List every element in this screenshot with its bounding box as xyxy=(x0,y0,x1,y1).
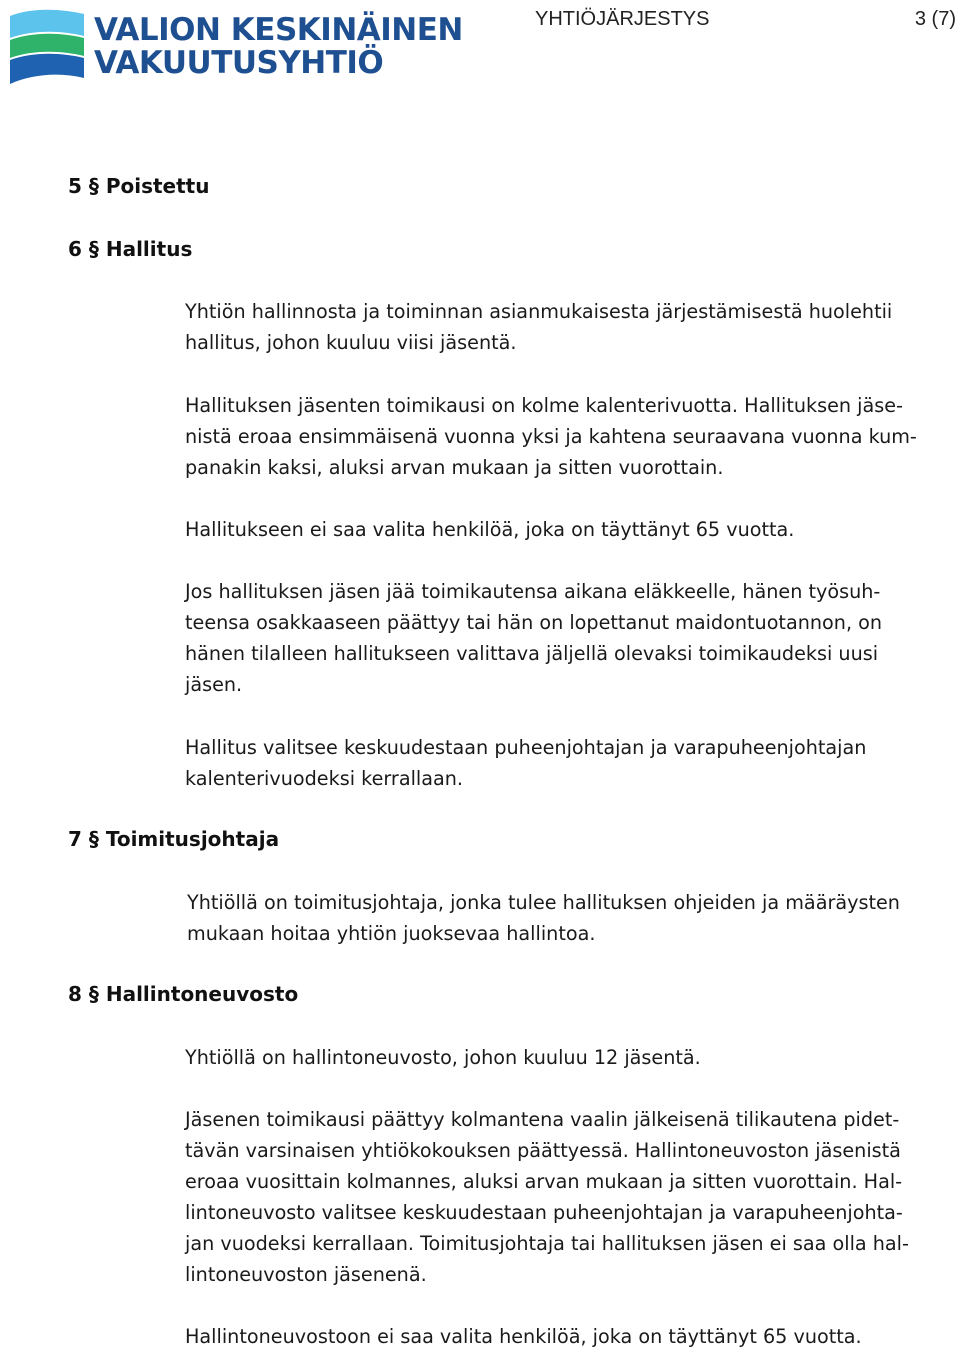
page-header xyxy=(0,0,960,100)
text-line: lintoneuvosto valitsee keskuudestaan puheenjohtajan ja varapuheenjohta- xyxy=(185,1201,903,1224)
text-line: Hallitus valitsee keskuudestaan puheenjohtajan ja varapuheenjohtajan xyxy=(185,736,867,759)
section-heading-8: 8 § Hallintoneuvosto xyxy=(68,982,299,1006)
paragraph xyxy=(185,296,957,358)
page-number: 3 (7) xyxy=(914,8,956,30)
text-line: Jäsenen toimikausi päättyy kolmantena vaalin jälkeisenä tilikautena pidet- xyxy=(185,1108,900,1131)
section-heading-6: 6 § Hallitus xyxy=(68,237,193,261)
text-line: jan vuodeksi kerrallaan. Toimitusjohtaja tai hallituksen jäsen ei saa olla hal- xyxy=(185,1232,909,1255)
text-line: Hallituksen jäsenten toimikausi on kolme kalenterivuotta. Hallituksen jäse- xyxy=(185,394,903,417)
text-line: Yhtiöllä on hallintoneuvosto, johon kuuluu 12 jäsentä. xyxy=(185,1046,701,1069)
paragraph xyxy=(185,732,957,794)
paragraph xyxy=(185,1104,957,1290)
text-line: Yhtiöllä on toimitusjohtaja, jonka tulee hallituksen ohjeiden ja määräysten xyxy=(187,891,900,914)
text-line: teensa osakkaaseen päättyy tai hän on lopettanut maidontuotannon, on xyxy=(185,611,883,634)
text-line: jäsen. xyxy=(185,673,243,696)
text-line: Hallitukseen ei saa valita henkilöä, joka on täyttänyt 65 vuotta. xyxy=(185,518,795,541)
logo-line-2: VAKUUTUSYHTIÖ xyxy=(94,45,384,81)
text-line: hänen tilalleen hallitukseen valittava jäljellä olevaksi toimikaudeksi uusi xyxy=(185,642,879,665)
text-line: tävän varsinaisen yhtiökokouksen päättyessä. Hallintoneuvoston jäsenistä xyxy=(185,1139,901,1162)
paragraph xyxy=(185,390,957,483)
logo-line-1: VALION KESKINÄINEN xyxy=(94,12,463,48)
text-line: Hallintoneuvostoon ei saa valita henkilöä, joka on täyttänyt 65 vuotta. xyxy=(185,1325,862,1348)
document-title: YHTIÖJÄRJESTYS xyxy=(535,8,710,30)
paragraph xyxy=(185,1321,957,1352)
text-line: kalenterivuodeksi kerrallaan. xyxy=(185,767,464,790)
text-line: lintoneuvoston jäsenenä. xyxy=(185,1263,427,1286)
paragraph xyxy=(187,887,959,949)
section-heading-7: 7 § Toimitusjohtaja xyxy=(68,827,280,851)
text-line: hallitus, johon kuuluu viisi jäsentä. xyxy=(185,331,517,354)
text-line: nistä eroaa ensimmäisenä vuonna yksi ja kahtena seuraavana vuonna kum- xyxy=(185,425,917,448)
text-line: Jos hallituksen jäsen jää toimikautensa aikana eläkkeelle, hänen työsuh- xyxy=(185,580,881,603)
paragraph xyxy=(185,514,957,545)
text-line: Yhtiön hallinnosta ja toiminnan asianmukaisesta järjestämisestä huolehtii xyxy=(185,300,893,323)
paragraph xyxy=(185,576,957,700)
paragraph xyxy=(185,1042,957,1073)
text-line: eroaa vuosittain kolmannes, aluksi arvan mukaan ja sitten vuorottain. Hal- xyxy=(185,1170,903,1193)
logo-wordmark xyxy=(94,14,463,80)
company-logo xyxy=(6,6,463,88)
section-heading-5: 5 § Poistettu xyxy=(68,174,210,198)
text-line: mukaan hoitaa yhtiön juoksevaa hallintoa. xyxy=(187,922,596,945)
text-line: panakin kaksi, aluksi arvan mukaan ja sitten vuorottain. xyxy=(185,456,724,479)
logo-mark-icon xyxy=(6,6,88,86)
